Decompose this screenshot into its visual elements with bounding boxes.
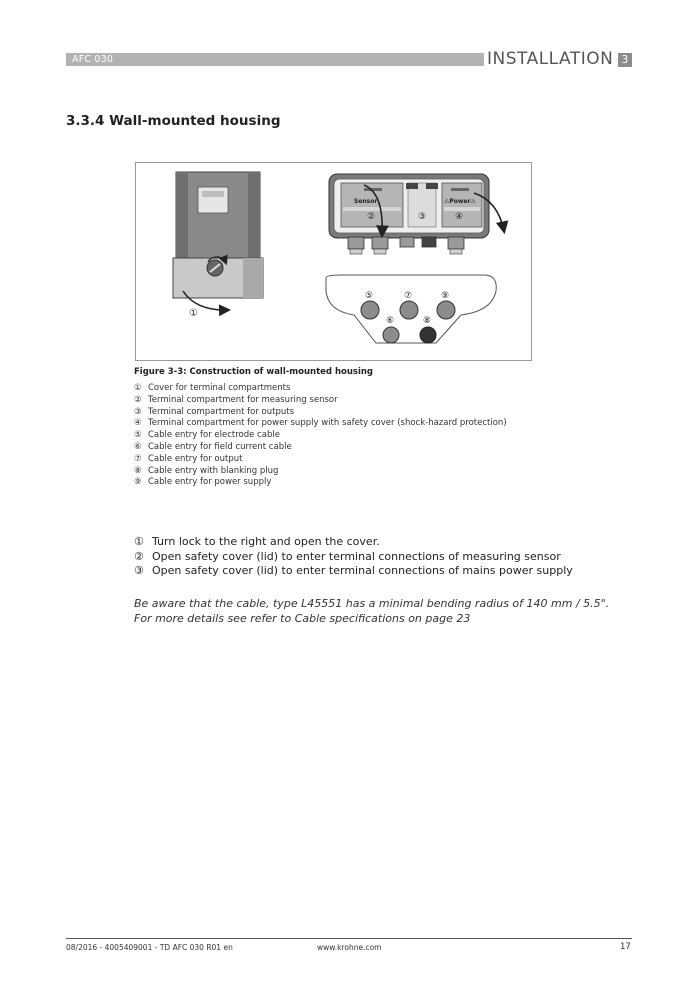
legend-number: ⑦	[134, 453, 142, 464]
marker-3: ③	[418, 212, 427, 222]
legend-text: Cover for terminal compartments	[148, 383, 291, 393]
footer-document-id: 08/2016 - 4005409001 - TD AFC 030 R01 en	[66, 943, 233, 952]
legend-item	[134, 430, 507, 442]
figure-legend	[134, 383, 507, 489]
legend-number: ⑤	[134, 430, 142, 441]
legend-item	[134, 407, 507, 419]
legend-item	[134, 442, 507, 454]
marker-8: ⑧	[423, 316, 432, 326]
step-item	[134, 564, 573, 579]
legend-item	[134, 466, 507, 478]
step-item	[134, 550, 573, 565]
page-number: 17	[620, 942, 631, 952]
marker-7: ⑦	[404, 291, 413, 301]
cable-entries-drawing	[326, 275, 496, 343]
legend-number: ⑧	[134, 465, 142, 476]
marker-9: ⑨	[441, 291, 450, 301]
step-text: Open safety cover (lid) to enter terminal connections of mains power supply	[152, 564, 573, 577]
legend-text: Cable entry for output	[148, 453, 243, 464]
legend-number: ③	[134, 406, 142, 417]
legend-number: ①	[134, 383, 142, 393]
housing-illustration	[136, 163, 533, 362]
marker-6: ⑥	[386, 316, 395, 326]
header-section-title: INSTALLATION	[487, 49, 614, 69]
power-label: ⚠Power⚠	[444, 198, 476, 205]
legend-text: Terminal compartment for measuring sensor	[148, 394, 338, 405]
legend-text: Cable entry with blanking plug	[148, 465, 279, 476]
legend-item	[134, 383, 507, 395]
legend-text: Cable entry for field current cable	[148, 441, 292, 452]
legend-number: ②	[134, 394, 142, 405]
legend-number: ⑨	[134, 477, 142, 488]
figure-frame	[135, 162, 532, 361]
legend-number: ④	[134, 418, 142, 429]
header-product-name: AFC 030	[72, 54, 114, 65]
marker-4: ④	[455, 212, 464, 222]
step-text: Open safety cover (lid) to enter terminal connections of measuring sensor	[152, 549, 561, 563]
step-item	[134, 535, 573, 550]
legend-item	[134, 477, 507, 489]
header-section-number: 3	[618, 53, 632, 67]
figure-caption: Figure 3-3: Construction of wall-mounted housing	[134, 367, 374, 377]
step-number: ①	[134, 535, 144, 548]
legend-item	[134, 454, 507, 466]
footer-rule	[66, 938, 632, 939]
section-title: 3.3.4 Wall-mounted housing	[66, 113, 281, 129]
footer-website-link[interactable]: www.krohne.com	[317, 943, 382, 952]
legend-item	[134, 418, 507, 430]
header-bar	[66, 53, 484, 66]
note-line-1: Be aware that the cable, type L45551 has a minimal bending radius of 140 mm / 5.5".	[134, 597, 610, 610]
legend-text: Terminal compartment for outputs	[148, 406, 294, 417]
sensor-label: Sensor	[354, 198, 378, 205]
legend-text: Terminal compartment for power supply with safety cover (shock-hazard protection)	[148, 418, 507, 429]
step-number: ③	[134, 564, 144, 577]
open-compartments-drawing	[329, 174, 504, 254]
marker-2: ②	[367, 212, 376, 222]
legend-item	[134, 395, 507, 407]
step-number: ②	[134, 549, 144, 563]
step-text: Turn lock to the right and open the cover.	[152, 535, 380, 548]
marker-1: ①	[189, 308, 198, 319]
instruction-steps	[134, 535, 573, 579]
legend-number: ⑥	[134, 441, 142, 452]
marker-5: ⑤	[365, 291, 374, 301]
closed-housing-drawing	[173, 172, 263, 319]
cable-note	[134, 597, 610, 626]
legend-text: Cable entry for electrode cable	[148, 430, 280, 441]
legend-text: Cable entry for power supply	[148, 477, 272, 488]
note-line-2: For more details see refer to Cable specifications on page 23	[134, 611, 471, 625]
